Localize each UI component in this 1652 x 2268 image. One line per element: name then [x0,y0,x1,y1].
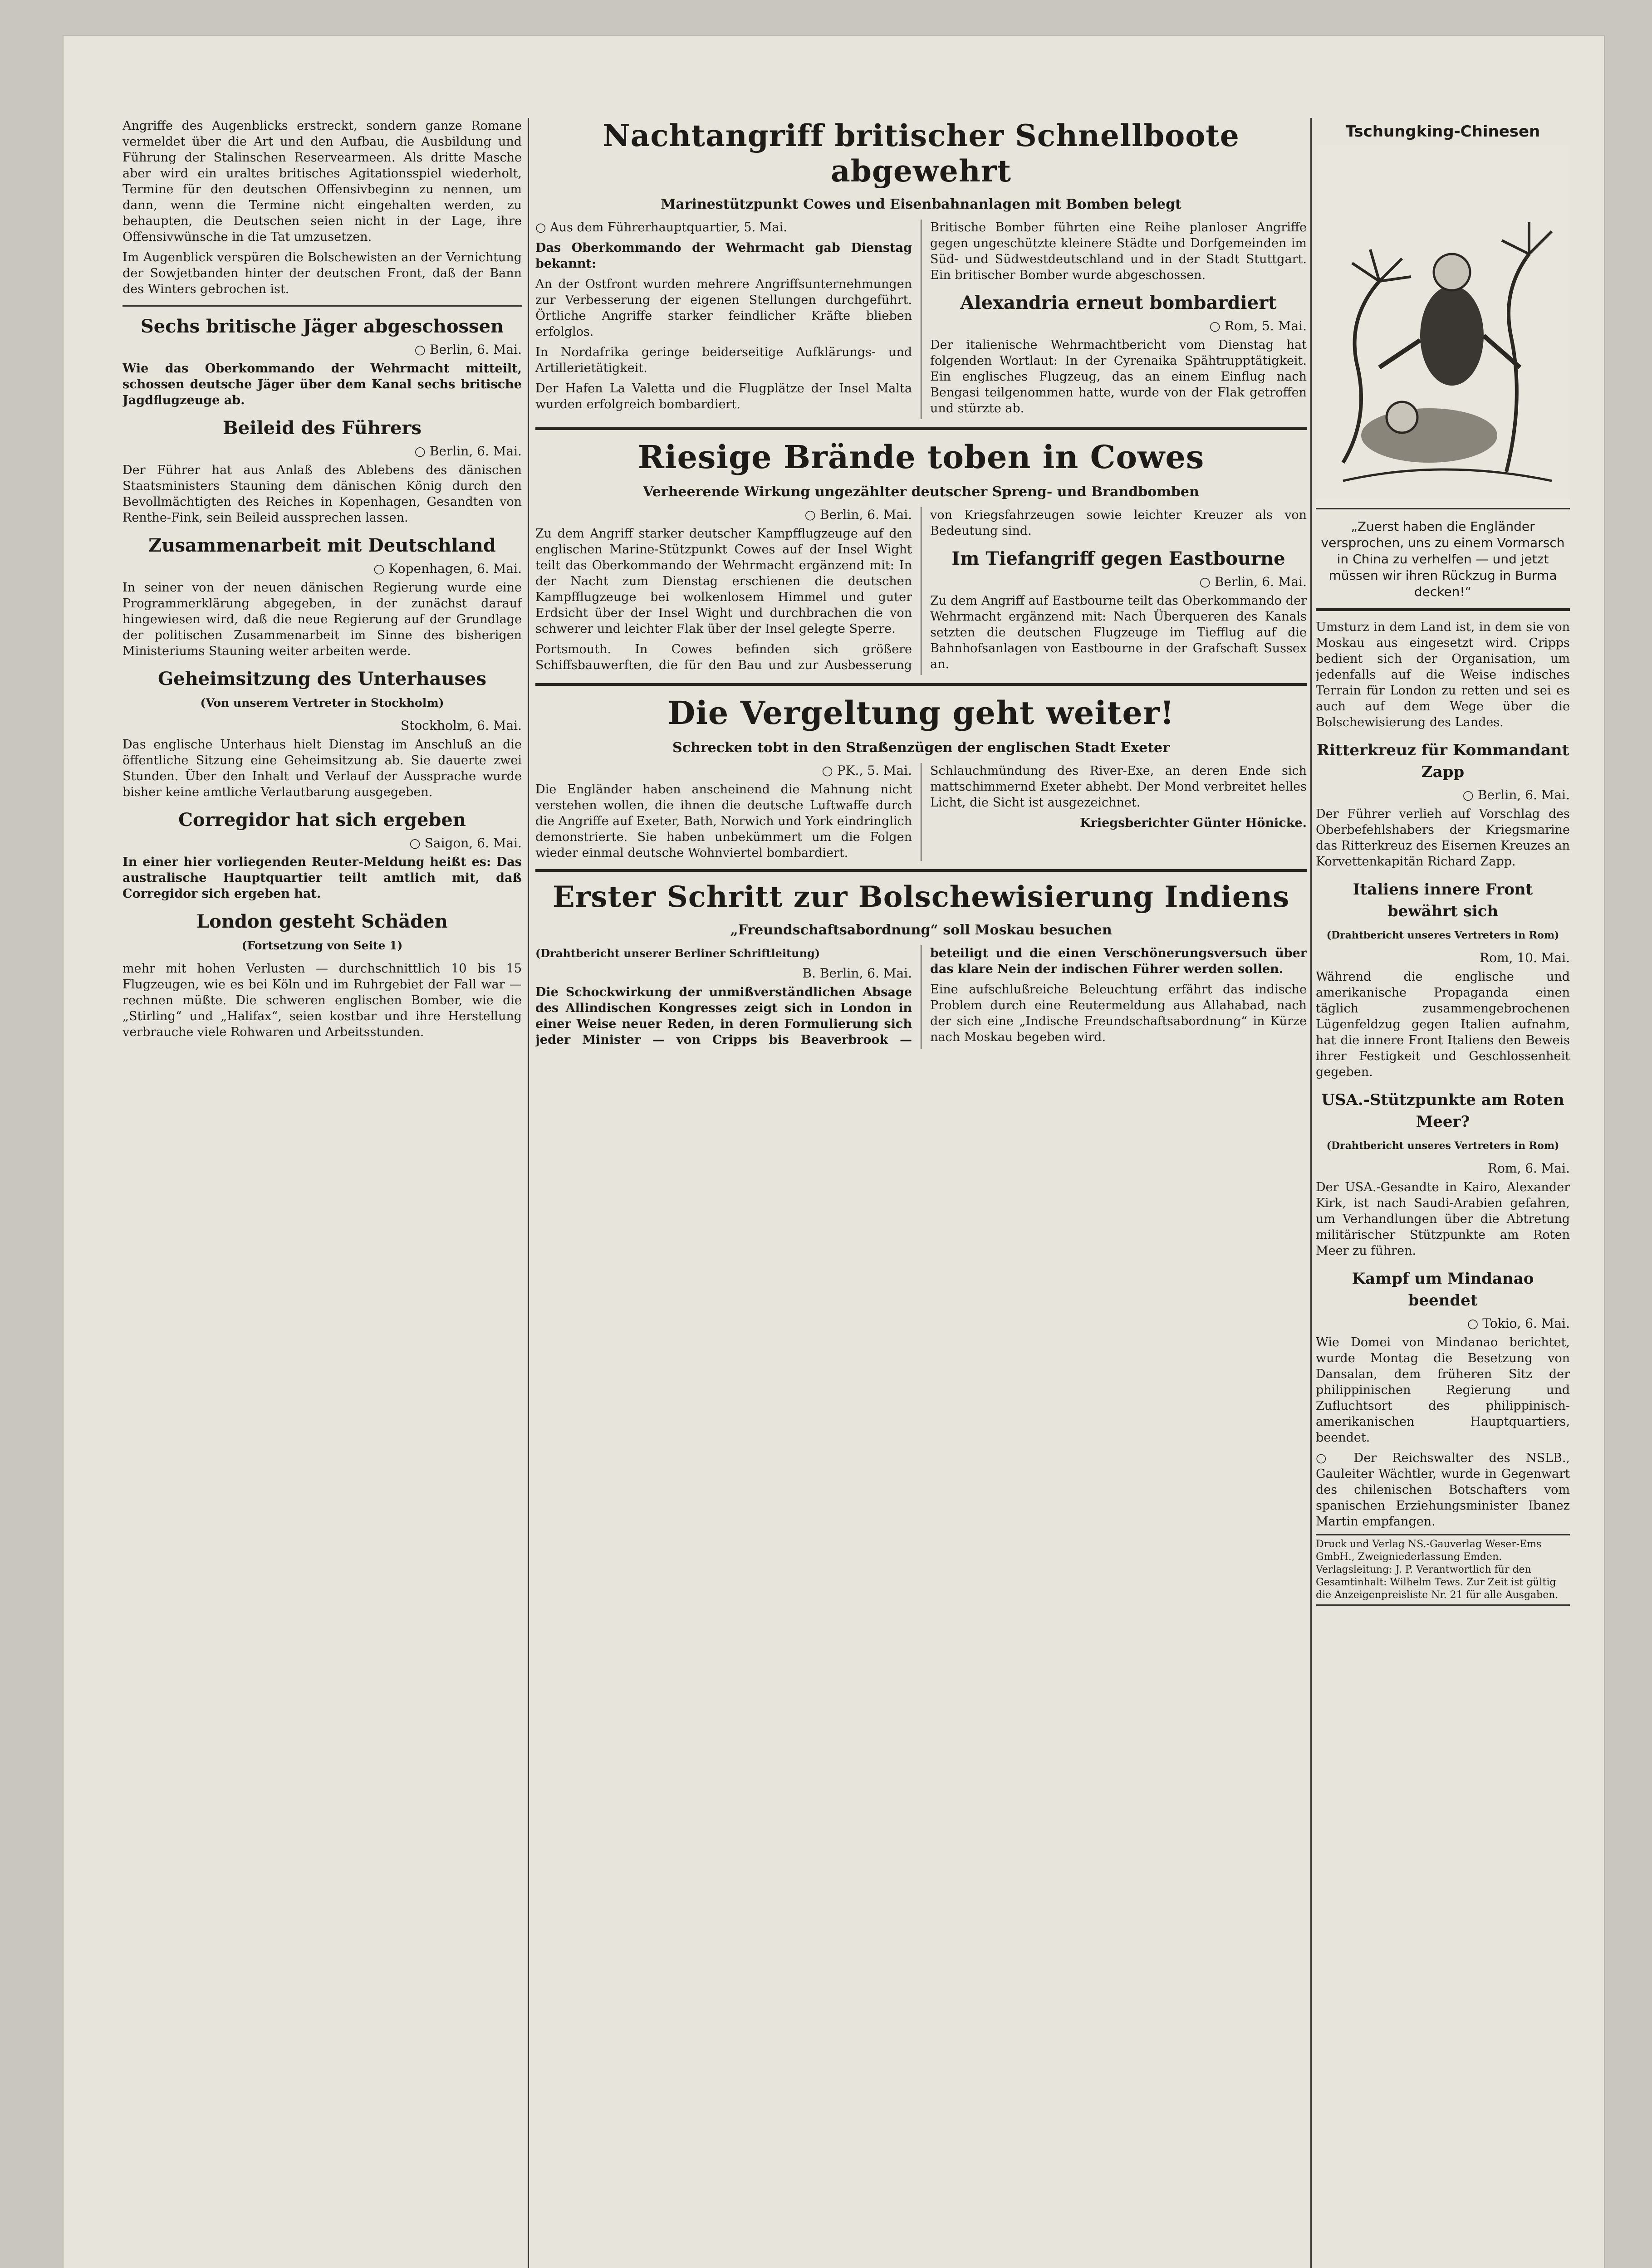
article-text: Während die englische und amerikanische Propaganda einen täglich zusammengebrochenen Lügenfeldzug gegen Italien aufnahm, hat die innere Front Italiens den Beweis ihrer Festigkeit und Geschlossenheit gegeben. [1316,970,1570,1079]
article-text: Umsturz in dem Land ist, in dem sie von Moskau aus eingesetzt wird. Cripps bedient sich der Organisation, um jedenfalls auf die Weise indisches Terrain für London zu retten und sei es auch auf dem Wege über die Bolschewisierung des Landes. [1316,620,1570,729]
article-text: Der italienische Wehrmachtbericht vom Dienstag hat folgenden Wortlaut: In der Cyrenaika Spähtrupptätigkeit. Ein englisches Flugzeug, das an einem Einflug nach Bengasi teilgenommen hatte, wurde von der Flak getroffen und stürzte ab. [930,338,1307,415]
subheadline: Verheerende Wirkung ungezählter deutscher Spreng- und Brandbomben [643,484,1199,500]
newspaper-page [64,36,1604,2268]
article-text: Das englische Unterhaus hielt Dienstag im Anschluß an die öffentliche Sitzung eine Geheimsitzung ab. Sie dauerte zwei Stunden. Über den Inhalt und Verlauf der Aussprache wurde bisher keine amtliche Verlautbarung ausgegeben. [123,738,522,799]
headline-eastbourne: Im Tiefangriff gegen Eastbourne [951,547,1285,569]
dateline: ○ Berlin, 6. Mai. [414,444,522,459]
source-line: (Drahtbericht unserer Berliner Schriftleitung) [535,946,820,960]
headline-usa: USA.-Stützpunkte am Roten Meer? [1321,1091,1564,1131]
article-text: Angriffe des Augenblicks erstreckt, sondern ganze Romane vermeldet über die Art und den Aufbau, die Ausbildung und Führung der Stalinschen Reservearmeen. Als dritte Masche aber wird ein uraltes britisches Agitationsspiel wiederholt, Termine für den deutschen Offensivbeginn zu nennen, um dann, wenn die Termine nicht eingehalten werden, zu behaupten, die Deutschen seien nicht in der Lage, ihre Offensivwünsche in die Tat umzusetzen. [123,119,522,244]
article-text: Wie das Oberkommando der Wehrmacht mitteilt, schossen deutsche Jäger über dem Kanal sechs britische Jagdflugzeuge ab. [123,362,522,407]
dateline: ○ PK., 5. Mai. [822,763,912,778]
dateline: ○ Rom, 5. Mai. [1209,318,1307,333]
article-text: Der USA.-Gesandte in Kairo, Alexander Kirk, ist nach Saudi-Arabien gefahren, um Verhandlungen über die Abtretung militärischer Stützpunkte am Roten Meer zu führen. [1316,1180,1570,1258]
dateline: ○ Berlin, 6. Mai. [1462,787,1570,802]
subheadline: (Drahtbericht unseres Vertreters in Rom) [1326,929,1559,941]
article-text: In seiner von der neuen dänischen Regierung wurde eine Programmerklärung abgegeben, in der zunächst darauf hingewiesen wird, daß die neue Regierung auf der Grundlage der politischen Zusammenarbeit im Sinne des bisherigen Ministeriums Stauning weiter arbeiten werde. [123,581,522,658]
article-body [535,507,1307,675]
headline-vergeltung: Die Vergeltung geht weiter! [667,694,1175,732]
headline-zusammenarbeit: Zusammenarbeit mit Deutschland [148,535,496,556]
article-text: Eine aufschlußreiche Beleuchtung erfährt das indische Problem durch eine Reutermeldung aus Allahabad, nach der sich eine „Indische Freundschaftsabordnung“ in Kürze nach Moskau begeben wird. [930,982,1307,1044]
article-text: In einer hier vorliegenden Reuter-Meldung heißt es: Das australische Hauptquartier teilt amtlich mit, daß Corregidor sich ergeben hat. [123,855,522,901]
article-text: Im Augenblick verspüren die Bolschewisten an der Vernichtung der Sowjetbanden hinter der deutschen Front, daß der Bann des Winters gebrochen ist. [123,250,522,296]
headline-beileid: Beileid des Führers [222,417,422,439]
cartoon-title: Tschungking-Chinesen [1345,122,1540,141]
article-text: ○ Der Reichswalter des NSLB., Gauleiter Wächtler, wurde in Gegenwart des chilenischen Botschafters vom spanischen Erziehungsminister Ibanez Martin empfangen. [1316,1451,1570,1529]
divider [1316,608,1570,611]
headline-london: London gesteht Schäden [196,911,448,932]
article-text: Der Führer verlieh auf Vorschlag des Oberbefehlshabers der Kriegsmarine das Ritterkreuz des Eisernen Kreuzes an Korvettenkapitän Richard Zapp. [1316,807,1570,869]
dateline: B. Berlin, 6. Mai. [802,965,912,981]
article-text: Der Führer hat aus Anlaß des Ablebens des dänischen Staatsministers Stauning dem dänischen König durch den Bevollmächtigten des Reiches in Kopenhagen, Gesandten von Renthe-Fink, sein Beileid aussprechen lassen. [123,463,522,525]
right-column [1316,118,1570,2268]
divider [123,305,522,307]
article-text: Zu dem Angriff auf Eastbourne teilt das Oberkommando der Wehrmacht ergänzend mit: Nach Überqueren des Kanals setzten die deutschen Flugzeuge im Tiefflug auf die Bahnhofsanlagen von Eastbourne in der Grafschaft Sussex an. [930,593,1307,671]
imprint: Druck und Verlag NS.-Gauverlag Weser-Ems GmbH., Zweigniederlassung Emden. Verlagsleitung: J. P. Verantwortlich für den Gesamtinhalt: Wilhelm Tews. Zur Zeit ist gültig die Anzeigenpreisliste Nr. 21 für alle Ausgaben. [1316,1534,1570,1606]
article-text: Schlauchmündung des River-Exe, an deren Ende sich mattschimmernd Exeter abhebt. Der Mond verbreitet helles Licht, die Sicht ist ausgezeichnet. [930,763,1307,810]
subheadline: Schrecken tobt in den Straßenzügen der englischen Stadt Exeter [672,739,1170,756]
article-text: Die Engländer haben anscheinend die Mahnung nicht verstehen wollen, die ihnen die deutsche Luftwaffe durch die Angriffe auf Exeter, Bath, Norwich und York eindringlich demonstrierte. Sie haben unbekümmert um die Folgen wieder einmal deutsche Wohnviertel bombardiert. [535,782,912,860]
article-text: In Nordafrika geringe beiderseitige Aufklärungs- und Artillerietätigkeit. [535,345,912,375]
middle-column [535,118,1307,2268]
divider [535,869,1307,872]
divider [535,427,1307,430]
column-rule [1310,118,1312,2268]
headline-corregidor: Corregidor hat sich ergeben [178,809,466,831]
headline-mindanao: Kampf um Mindanao beendet [1352,1270,1534,1310]
article-body [535,220,1307,419]
article-text: Portsmouth. In Cowes befinden sich größere Schiffsbauwerften, die für den Bau und zur Ausbesserung von Kriegsfahrzeugen sowie leichter Kreuzer als von Bedeutung sind. [535,508,1307,672]
article-body [535,945,1307,1049]
divider [535,683,1307,686]
left-column [123,118,522,2268]
subheadline: (Drahtbericht unseres Vertreters in Rom) [1326,1140,1559,1152]
article-text: Britische Bomber führten eine Reihe planloser Angriffe gegen ungeschützte kleinere Städte und Dorfgemeinden im Süd- und Südwestdeutschland und in der Stadt Stuttgart. Ein britischer Bomber wurde abgeschossen. [930,220,1307,282]
article-body [535,763,1307,861]
dateline: Rom, 6. Mai. [1487,1161,1570,1176]
cartoon-caption: „Zuerst haben die Engländer versprochen, uns zu einem Vormarsch in China zu verhelfen — und jetzt müssen wir ihren Rückzug in Burma decken!“ [1321,519,1565,599]
headline-nachtangriff: Nachtangriff britischer Schnellboote abgewehrt [603,118,1240,189]
dateline: Stockholm, 6. Mai. [401,718,522,733]
dateline: ○ Saigon, 6. Mai. [409,836,522,850]
headline-alexandria: Alexandria erneut bombardiert [960,292,1277,313]
dateline: ○ Tokio, 6. Mai. [1467,1316,1570,1331]
dateline: Rom, 10. Mai. [1480,950,1570,965]
dateline: ○ Berlin, 6. Mai. [804,507,912,522]
headline-ritterkreuz: Ritterkreuz für Kommandant Zapp [1316,741,1569,781]
dateline: ○ Aus dem Führerhauptquartier, 5. Mai. [535,220,787,235]
cartoon-illustration-icon [1316,145,1570,499]
headline-indien: Erster Schritt zur Bolschewisierung Indiens [552,880,1290,914]
article-text: Der Hafen La Valetta und die Flugplätze der Insel Malta wurden erfolgreich bombardiert. [535,381,912,411]
headline-italien: Italiens innere Front bewährt sich [1353,880,1533,920]
subheadline: (Von unserem Vertreter in Stockholm) [200,696,444,709]
dateline: ○ Berlin, 6. Mai. [414,342,522,357]
headline-geheimsitzung: Geheimsitzung des Unterhauses [157,668,487,689]
headline-cowes: Riesige Brände toben in Cowes [637,438,1205,476]
dateline: ○ Berlin, 6. Mai. [1199,574,1307,589]
subheadline: (Fortsetzung von Seite 1) [241,939,403,952]
cartoon-drawing [1316,145,1570,509]
article-text: Die Schockwirkung der unmißverständlichen Absage des Allindischen Kongresses zeigt sich in London in einer Weise neuer Reden, in deren Formulierung sich jeder Minister — von Cripps bis Beaverbrook — beteiligt und die einen Verschönerungsversuch über das klare Nein der indischen Führer werden sollen. [535,946,1307,1047]
column-rule [528,118,529,2268]
article-text: mehr mit hohen Verlusten — durchschnittlich 10 bis 15 Flugzeugen, wie es bei Köln und im Ruhrgebiet der Fall war — rechnen müßte. Die schweren englischen Bomber, wie die „Stirling“ und „Halifax“, seien kostbar und ihre Herstellung verbrauche viele Rohwaren und Arbeitsstunden. [123,962,522,1039]
article-text: Zu dem Angriff starker deutscher Kampfflugzeuge auf den englischen Marine-Stützpunkt Cowes auf der Insel Wight teilt das Oberkommando der Wehrmacht ergänzend mit: In der Nacht zum Dienstag erschienen die deutschen Kampfflugzeuge bei wolkenlosem Himmel und guter Erdsicht über der Insel Wight und durchbrachen die von schwerer und leichter Flak über der Insel gelegte Sperre. [535,526,912,636]
headline-jaeger: Sechs britische Jäger abgeschossen [140,316,504,337]
article-text: Wie Domei von Mindanao berichtet, wurde Montag die Besetzung von Dansalan, dem früheren Sitz der philippinischen Regierung und Zufluchtsort des philippinisch-amerikanischen Hauptquartiers, beendet. [1316,1335,1570,1445]
author: Kriegsberichter Günter Hönicke. [1080,816,1307,830]
dateline: ○ Kopenhagen, 6. Mai. [373,561,522,576]
subheadline: Marinestützpunkt Cowes und Eisenbahnanlagen mit Bomben belegt [661,196,1181,212]
article-text: An der Ostfront wurden mehrere Angriffsunternehmungen zur Verbesserung der eigenen Stellungen durchgeführt. Örtliche Angriffe starker feindlicher Kräfte blieben erfolglos. [535,277,912,339]
article-text: Das Oberkommando der Wehrmacht gab Dienstag bekannt: [535,241,912,271]
subheadline: „Freundschaftsabordnung“ soll Moskau besuchen [730,922,1112,938]
